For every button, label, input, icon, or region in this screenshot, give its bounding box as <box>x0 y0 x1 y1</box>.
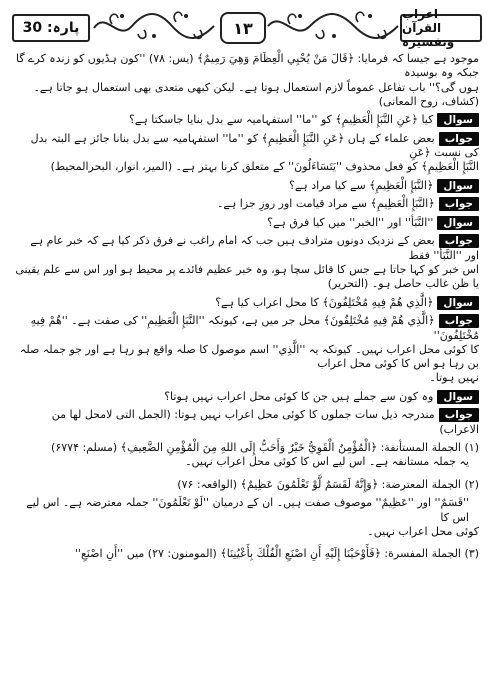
question-line: سوال''النَّبَأ'' اور ''الخبر'' میں کیا فرق ہے؟ <box>14 216 479 230</box>
question-label: سوال <box>437 390 479 404</box>
para-number-box: پارہ: 30 <box>12 14 90 42</box>
question-line: سوالوہ کون سے جملے ہیں جن کا کوئی محل اعراب نہیں ہوتا؟ <box>14 390 479 404</box>
answer-label: جواب <box>439 234 479 248</box>
question-label: سوال <box>437 296 479 310</box>
answer-line: جواببعض کے نزدیک دونوں مترادف ہیں جب کہ امام راغب نے فرق ذکر کیا ہے کہ خبر عام ہے اور ''النَّبَأ'' فقط <box>30 234 479 262</box>
answer-label: جواب <box>439 132 479 146</box>
list-item: (۱) الجملة المستأنفة: ﴿الْمُؤْمِنُ الْقَوِيُّ خَيْرٌ وَأَحَبُّ إِلَى اللهِ مِنَ الْمُؤْمِنِ الضَّعِيفِ﴾ (مسلم: ۶۷۷۴) <box>51 441 479 455</box>
answer-line: جواب﴿النَّبَإِ الْعَظِيمِ﴾ سے مراد قیامت اور روزِ جزا ہے۔ <box>14 197 479 211</box>
text-line: ہوں گی؟'' باب تفاعل عموماً لازم استعمال ہوتا ہے۔ لیکن کبھی متعدی بھی استعمال ہو جاتا ہے۔ (کشاف، روح المعانی) <box>33 80 479 108</box>
page-header <box>8 6 486 49</box>
question-line: سوال﴿الَّذِي هُمْ فِيهِ مُخْتَلِفُونَ﴾ کا محل اعراب کیا ہے؟ <box>14 296 479 310</box>
question-line: سوالکیا ﴿عَنِ النَّبَإِ الْعَظِيمِ﴾ کو ''ما'' استفہامیہ سے بدل بنایا جاسکتا ہے؟ <box>14 113 479 127</box>
question-label: سوال <box>437 113 479 127</box>
page-number-box: ۱۳ <box>220 12 266 44</box>
text-line: کا کوئی محل اعراب نہیں۔ کیونکہ یہ ''الَّذِي'' اسم موصول کا صلہ واقع ہو رہا ہے اور جو جملہ صلہ بن رہا ہو اس کا کوئی محل اعراب <box>19 342 479 371</box>
answer-line: جواببعض علماء کے ہاں ﴿عَنِ النَّبَإِ الْعَظِيمِ﴾ کو ''ما'' استفہامیہ سے بدل بنانا جائز ہے البتہ بدل کی نسبت ﴿عَنِ <box>30 131 479 160</box>
answer-label: جواب <box>439 408 479 422</box>
text-line: اس خبر کو کہا جاتا ہے جس کا قائل سچا ہو، وہ خبر عظیم فائدے پر محیط ہو اور اس سے علم یقینی یا ظن غالب حاصل ہو۔ (التحریر) <box>15 262 479 291</box>
ornament-vine-icon <box>266 6 400 46</box>
answer-line: جواب﴿الَّذِي هُمْ فِيهِ مُخْتَلِفُونَ﴾ محل جر میں ہے، کیونکہ ''النَّبَإِ الْعَظِيمِ'' کی صفت ہے۔ ''هُمْ فِيهِ مُخْتَلِفُونَ'' <box>30 314 479 342</box>
list-item: (۲) الجملة المعترضة: ﴿وَإِنَّهُ لَقَسَمٌ لَّوْ تَعْلَمُونَ عَظِيمٌ﴾ (الواقعہ: ۷۶) <box>177 477 479 491</box>
text-line: کوئی محل اعراب نہیں۔ <box>367 524 479 538</box>
question-label: سوال <box>437 179 479 193</box>
book-title-box: اعراب القرآن وتفسیرہ <box>400 14 482 42</box>
text-line: النَّبَإِ الْعَظِيمِ﴾ کو فعل محذوف ''يَتَسَاءَلُونَ'' کے متعلق کرنا بہتر ہے۔ (المیر، انوار، البحرالمحیط) <box>50 160 479 174</box>
answer-label: جواب <box>439 314 479 328</box>
question-label: سوال <box>437 216 479 230</box>
question-line: سوال﴿النَّبَإِ الْعَظِيمِ﴾ سے کیا مراد ہے؟ <box>14 179 479 193</box>
text-line: ''قَسَمٌ'' اور ''عَظِيمٌ'' موصوف صفت ہیں۔ ان کے درمیان ''لَوْ تَعْلَمُونَ'' جملہ معترضہ ہے۔ اس لیے اس کا <box>26 496 469 524</box>
text-line: یہ جملہ مستانفہ ہے۔ اس لیے اس کا کوئی محل اعراب نہیں۔ <box>185 455 469 469</box>
text-line: موجود ہے جیسا کہ فرمایا: ﴿قَالَ مَنْ يُحْيِي الْعِظَامَ وَهِيَ رَمِيمٌ﴾ (یس: ۷۸) ''کون ہڈیوں کو زندہ کرے گا جبکہ وہ بوسیدہ <box>15 52 479 80</box>
ornament-vine-icon <box>92 6 216 46</box>
page-body <box>14 52 479 561</box>
answer-label: جواب <box>439 197 479 211</box>
text-line: نہیں ہوتا۔ <box>429 371 479 385</box>
answer-line: جوابمندرجہ ذیل سات جملوں کا کوئی محل اعراب نہیں ہوتا: (الجمل التی لامحل لھا من الاعراب) <box>51 408 479 436</box>
list-item: (۳) الجملة المفسرة: ﴿فَأَوْحَيْنَا إِلَيْهِ أَنِ اصْنَعِ الْفُلْكَ بِأَعْيُنِنَا﴾ (المومنون: ۲۷) میں ''أَنِ اصْنَعِ'' <box>74 547 479 561</box>
